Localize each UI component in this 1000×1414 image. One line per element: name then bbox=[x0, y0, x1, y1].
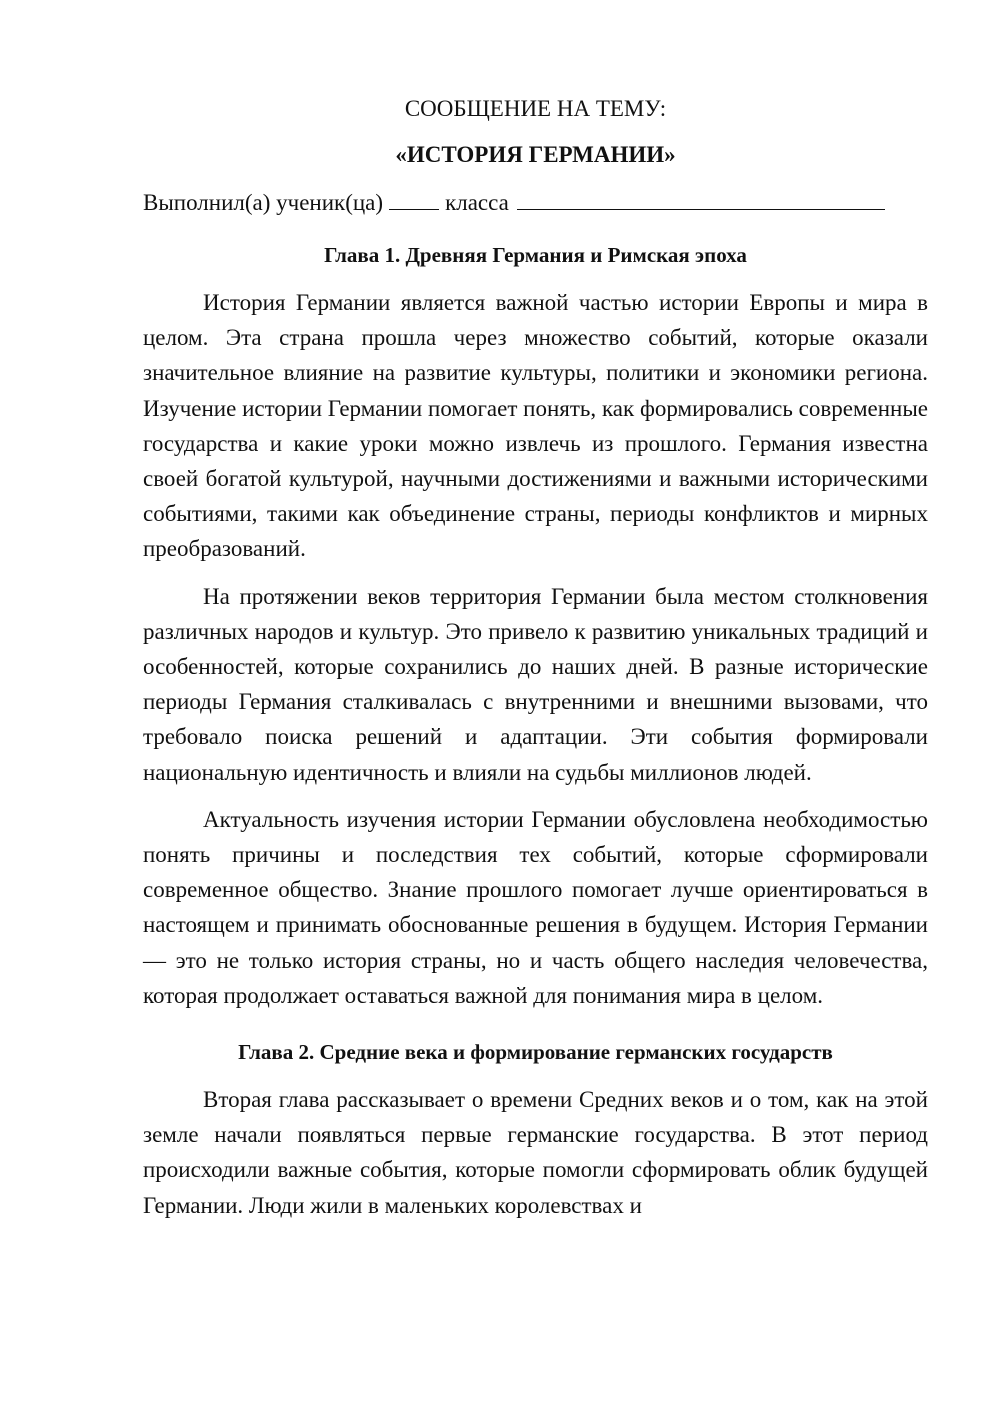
chapter-2-heading: Глава 2. Средние века и формирование германских государств bbox=[238, 1040, 833, 1065]
document-page bbox=[143, 92, 928, 1223]
chapter-2-body bbox=[143, 1082, 928, 1223]
signature-prefix: Выполнил(а) ученик(ца) bbox=[143, 190, 384, 215]
class-blank bbox=[389, 187, 439, 210]
title-topic: «ИСТОРИЯ ГЕРМАНИИ» bbox=[395, 142, 676, 167]
title-heading: СООБЩЕНИЕ НА ТЕМУ: bbox=[404, 96, 667, 121]
chapter-1-heading: Глава 1. Древняя Германия и Римская эпоха bbox=[324, 243, 747, 267]
signature-middle: класса bbox=[445, 190, 509, 215]
chapter-1-body bbox=[143, 285, 928, 1013]
name-blank bbox=[517, 187, 885, 210]
chapter-2-paragraph-1: Вторая глава рассказывает о времени Средних веков и о том, как на этой земле начали появляться первые германские государства. В этот период происходили важные события, которые помогли сформировать облик будущей Германии. Люди жили в маленьких королевствах и bbox=[143, 1087, 928, 1218]
chapter-1-paragraph-3: Актуальность изучения истории Германии обусловлена необходимостью понять причины и последствия тех событий, которые сформировали современное общество. Знание прошлого помогает лучше ориентироваться в настоящем и принимать обоснованные решения в будущем. История Германии — это не только история страны, но и часть общего наследия человечества, которая продолжает оставаться важной для понимания мира в целом. bbox=[143, 806, 928, 1008]
signature-line bbox=[143, 186, 928, 220]
chapter-1-paragraph-1: История Германии является важной частью истории Европы и мира в целом. Эта страна прошла через множество событий, которые оказали значительное влияние на развитие культуры, политики и экономики региона. Изучение истории Германии помогает понять, как формировались современные государства и какие уроки можно извлечь из прошлого. Германия известна своей богатой культурой, научными достижениями и важными историческими событиями, такими как объединение страны, периоды конфликтов и мирных преобразований. bbox=[143, 290, 928, 562]
chapter-1-paragraph-2: На протяжении веков территория Германии была местом столкновения различных народов и культур. Это привело к развитию уникальных традиций и особенностей, которые сохранились до наших дней. В разные исторические периоды Германия сталкивалась с внутренними и внешними вызовами, что требовало поиска решений и адаптации. Эти события формировали национальную идентичность и влияли на судьбы миллионов людей. bbox=[143, 583, 928, 785]
